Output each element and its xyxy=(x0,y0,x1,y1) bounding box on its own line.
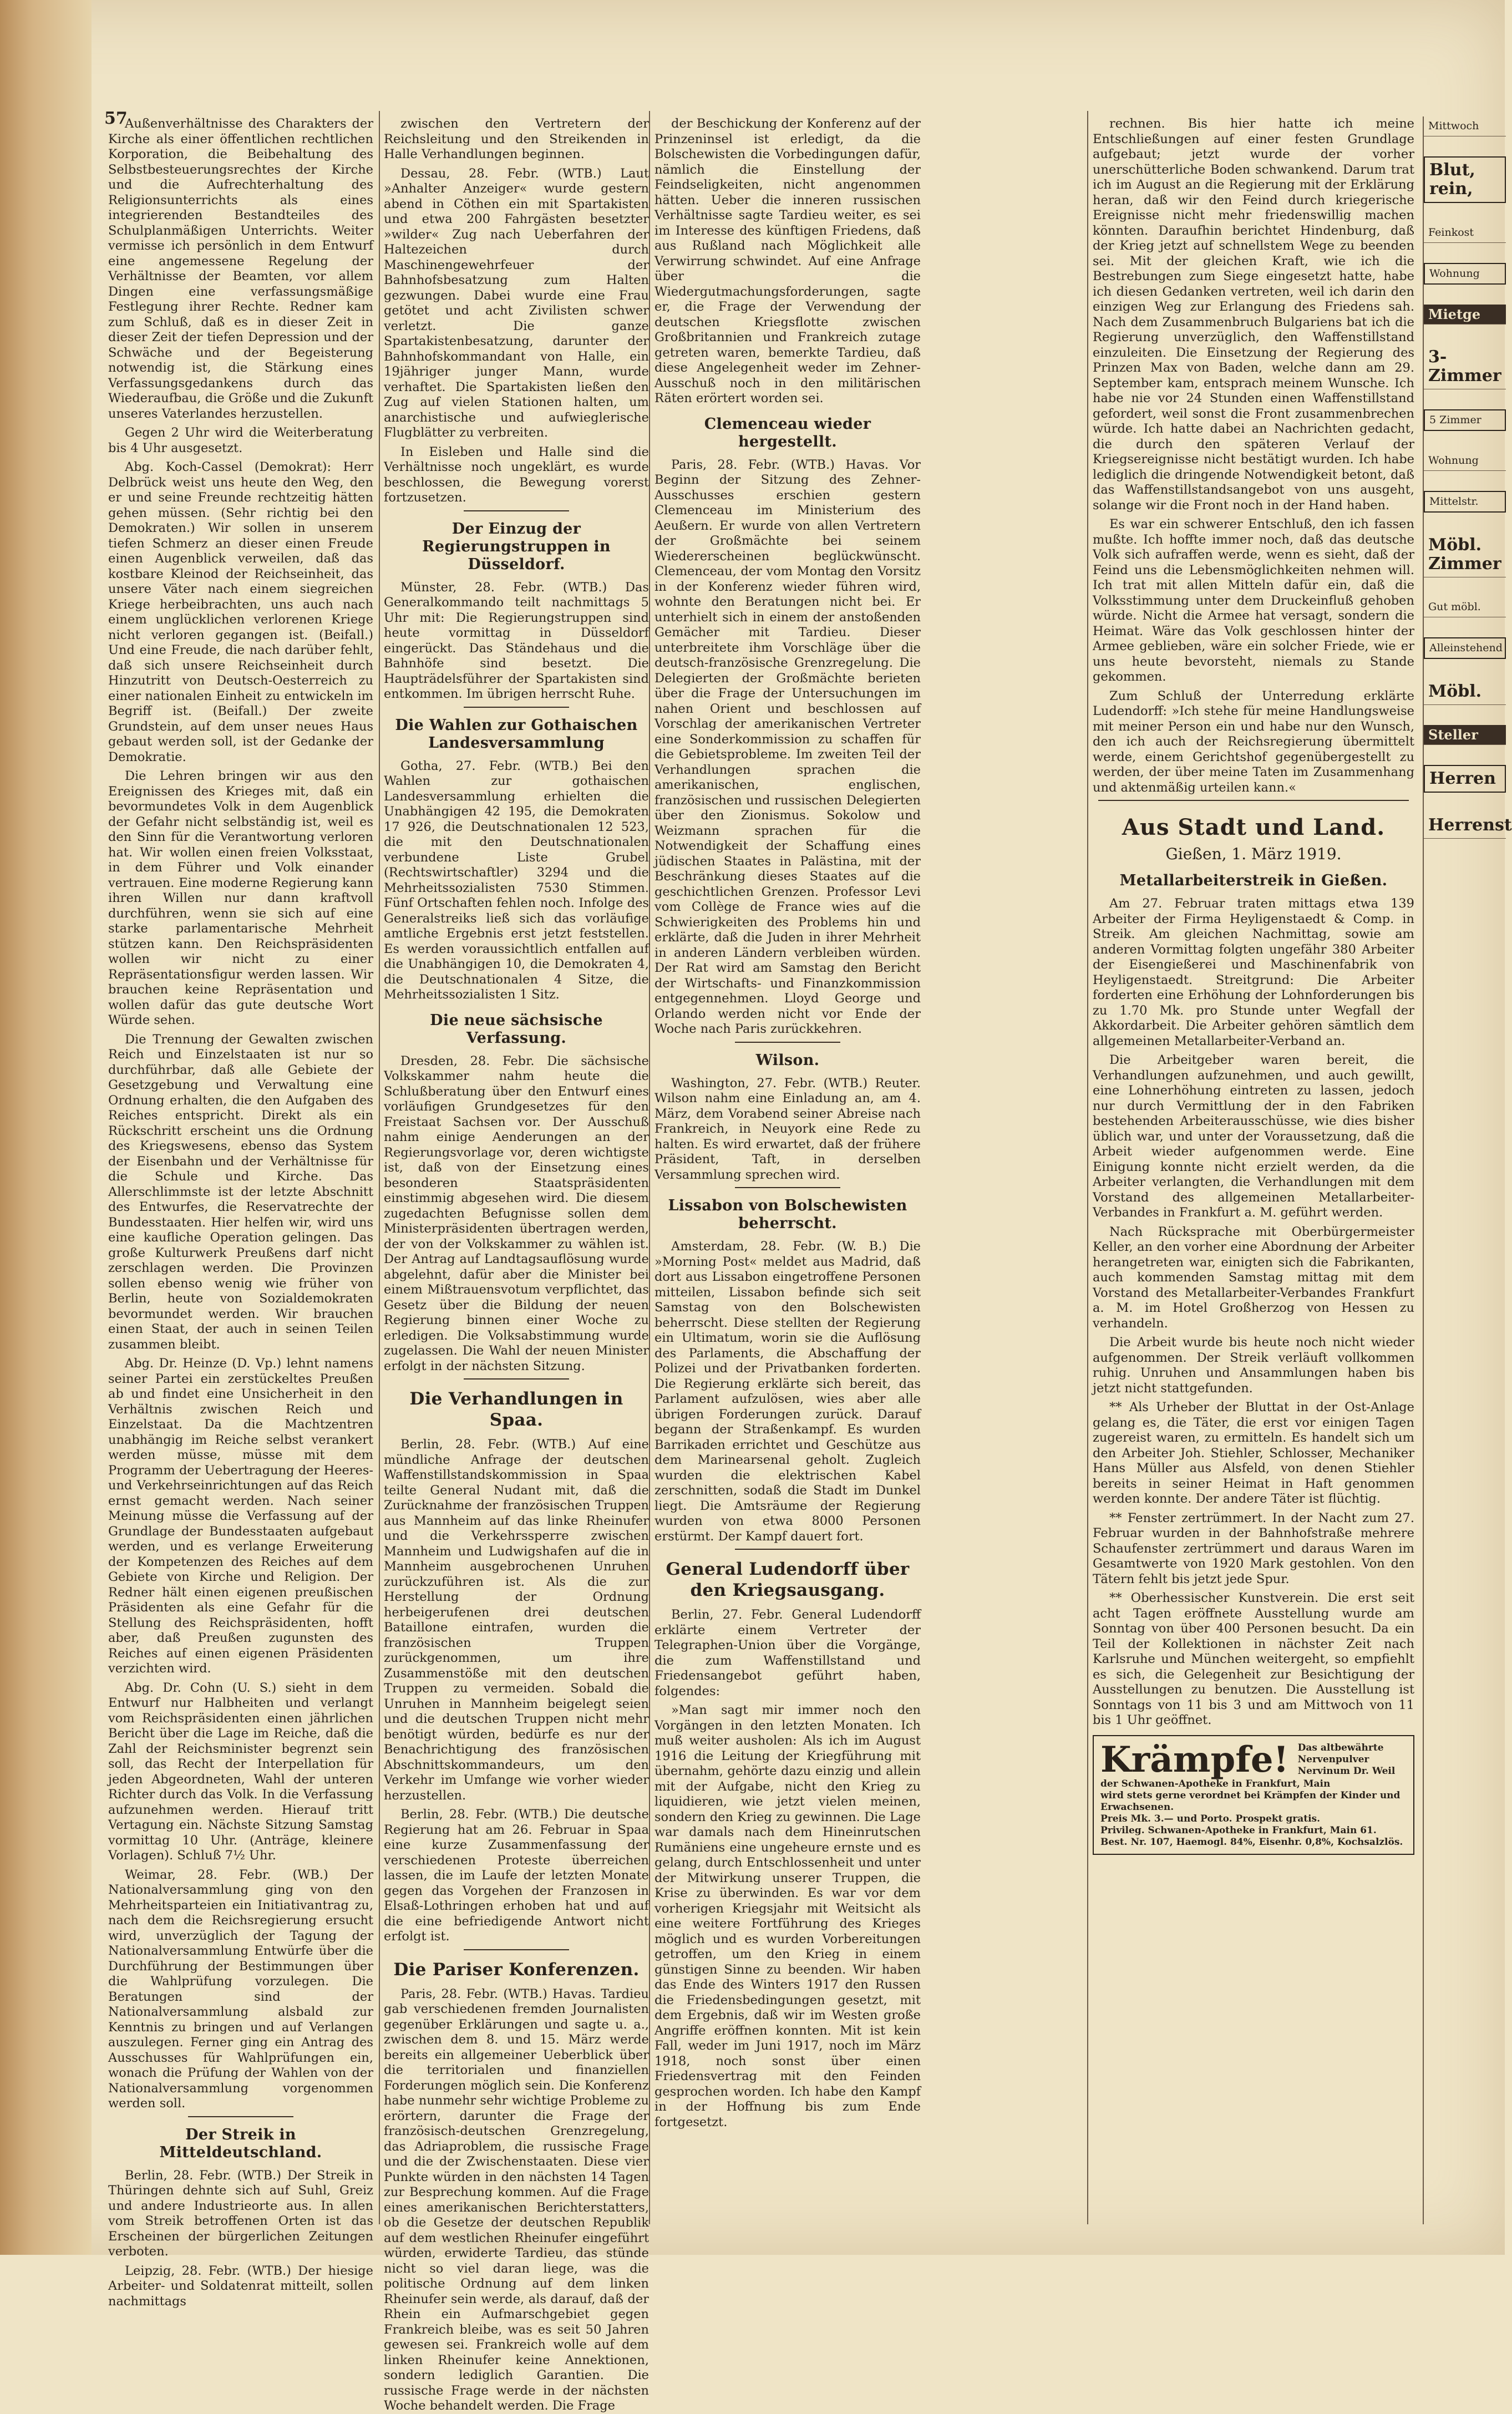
left-page-margin xyxy=(0,0,92,2255)
headline-saxony: Die neue sächsische Verfassung. xyxy=(430,1011,603,1047)
headline-lisbon: Lissabon von Bolschewisten beherrscht. xyxy=(668,1197,907,1232)
article-paragraph: Gegen 2 Uhr wird die Weiterberatung bis 4 Uhr ausgesetzt. xyxy=(108,425,373,455)
article-paragraph: Berlin, 28. Febr. (WTB.) Die deutsche Regierung hat am 26. Februar in Spaa eine kurze Zusammenfassung der verschiedenen Proteste überreichen lassen, die im Laufe der letzten Monate gegen das Vorgehen der Franzosen in Elsaß-Lothringen erhoben hat und auf die eine befriedigende Antwort nicht erfolgt ist. xyxy=(384,1807,649,1944)
column-3-wrapper xyxy=(654,116,1082,2224)
article-paragraph: Berlin, 28. Febr. (WTB.) Der Streik in Thüringen dehnte sich auf Suhl, Greiz und andere Industrieorte aus. In allen vom Streik betroffenen Orten ist das Erscheinen der bürgerlichen Zeitungen verboten. xyxy=(108,2168,373,2259)
classified-ad: 5 Zimmer xyxy=(1424,409,1506,431)
article-paragraph: Abg. Dr. Heinze (D. Vp.) lehnt namens seiner Partei ein zerstückeltes Preußen ab und findet eine Unsicherheit in den Verhältnis zwischen Reich und Einzelstaat. Da die Machtzentren unabhängig im Reiche selbst verankert werden müsse, müsse mit dem Programm der Uebertragung der Heeres- und Verkehrseinrichtungen auf das Reich ernst gemacht werden. Nach seiner Meinung müsse die Verfassung auf der Grundlage der Bundesstaaten aufgebaut werden, und es verlange Erweiterung der Kompetenzen des Reiches auf dem Gebiete von Kirche und Religion. Der Redner hält einen eigenen preußischen Präsidenten als eine Gefahr für die Stellung des Reichspräsidenten, hofft aber, daß Preußen zugunsten des Reiches auf einen eigenen Präsidenten verzichten wird. xyxy=(108,1356,373,1676)
column-rule xyxy=(379,111,380,2224)
article-paragraph: der Beschickung der Konferenz auf der Prinzeninsel ist erledigt, da die Bolschewisten die Vorbedingungen dafür, nämlich die Einstellung der Feindseligkeiten, nicht angenommen hätten. Ueber die inneren russischen Verhältnisse sagte Tardieu weiter, es sei im Interesse des künftigen Friedens, daß aus Rußland nach Möglichkeit alle Verwirrung schwindet. Auf eine Anfrage über die Wiedergutmachungsforderungen, sagte er, die Frage der Verwendung der deutschen Kriegsflotte zwischen Großbritannien und Frankreich zutage getreten waren, bemerkte Tardieu, daß diese Angelegenheit weder im Zehner-Ausschuß noch in den militärischen Räten erörtert worden sei. xyxy=(654,116,921,405)
article-paragraph: Dessau, 28. Febr. (WTB.) Laut »Anhalter Anzeiger« wurde gestern abend in Cöthen ein mit Spartakisten und etwa 200 Fahrgästen besetzter »wilder« Zug nach Ueberfahren der Haltezeichen durch Maschinengewehrfeuer der Bahnhofsbesatzung zum Halten gezwungen. Dabei wurde eine Frau getötet und acht Zivilisten schwer verletzt. Die ganze Spartakistenbesatzung, darunter der Bahnhofskommandant von Halle, ein 19jähriger junger Mann, wurde verhaftet. Die Spartakisten ließen den Zug auf vielen Stationen halten, um anarchistische und aufwieglerische Flugblätter zu verbreiten. xyxy=(384,166,649,440)
ad-line: Best. Nr. 107, Haemogl. 84%, Eisenhr. 0,8%, Kochsalzlös. xyxy=(1100,1836,1403,1848)
article-paragraph: »Man sagt mir immer noch den Vorgängen in den letzten Monaten. Ich muß weiter ausholen: Als ich im August 1916 die Leitung der Kriegführung mit übernahm, gehörte dazu einzig und allein mit der Aufgabe, nicht den Krieg zu liquidieren, wie jetzt vielen meinen, sondern den Krieg zu gewinnen. Die Lage war damals nach dem Hineinrutschen Rumäniens eine ungeheure ernste und es gelang, durch Entschlossenheit und unter der Mitwirkung unserer Truppen, die Krise zu überwinden. Es war vor dem vorherigen Kriegsjahr mit Weitsicht als eine weitere Fortführung des Krieges möglich und es wurden Vorbereitungen getroffen, um den Krieg in einem günstigen Sinne zu beenden. Wir haben das Ende des Winters 1917 den Russen die Friedensbedingungen gesetzt, mit dem Ergebnis, daß wir im Westen große Angriffe eröffnen konnten. Mit ist kein Fall, weder im Juni 1917, noch im März 1918, noch sonst über einen Friedensvertrag mit den Feinden gesprochen worden. Ich habe den Kampf in der Hoffnung bis zum Ende fortgesetzt. xyxy=(654,1703,921,2129)
headline-wilson: Wilson. xyxy=(755,1051,820,1069)
headline-metal-strike: Metallarbeiterstreik in Gießen. xyxy=(1119,872,1388,889)
article-paragraph: Gotha, 27. Febr. (WTB.) Bei den Wahlen zur gothaischen Landesversammlung erhielten die Unabhängigen 42 195, die Demokraten 17 926, die Deutschnationalen 12 523, die mit den Deutschnationalen verbundene Liste Grubel (Rechtswirtschaftler) 3294 und die Mehrheitssozialisten 7530 Stimmen. Fünf Ortschaften fehlen noch. Infolge des Generalstreiks ließ sich das vorläufige amtliche Ergebnis erst jetzt feststellen. Es werden voraussichtlich entfallen auf die Unabhängigen 10, die Demokraten 4, die Deutschnationalen 4 Sitze, die Mehrheitssozialisten 1 Sitz. xyxy=(384,758,649,1002)
article-paragraph: Paris, 28. Febr. (WTB.) Havas. Vor Beginn der Sitzung des Zehner-Ausschusses erschien gestern Clemenceau im Ministerium des Aeußern. Er wurde von allen Vertretern der Großmächte bei seinem Wiedererscheinen beglückwünscht. Clemenceau, der vom Montag den Vorsitz in der Konferenz wieder führen wird, wohnte den Beratungen nicht bei. Er unterhielt sich in einem der anstoßenden Gemächer mit Tardieu. Dieser unterbreitete ihm Vorschläge über die deutsch-französische Grenzregelung. Die Delegierten der Großmächte berieten über die Frage der Untersuchungen im nahen Orient und beschlossen auf Vorschlag der amerikanischen Vertreter eine Sonderkommission zu schaffen für die Gebietsprobleme. Im zweiten Teil der Verhandlungen sprachen die amerikanischen, englischen, französischen und russischen Delegierten über den Zionismus. Sokolow und Weizmann sprachen für die Notwendigkeit der Schaffung eines jüdischen Staates in Palästina, mit der Beschränkung dieses Staates auf die geschichtlichen Grenzen. Professor Levi vom Collège de France wies auf die Schwierigkeiten des Problems hin und erklärte, daß die Juden in ihrer Mehrheit in anderen Ländern verbleiben würden. Der Rat wird am Samstag den Bericht der Wirtschafts- und Finanzkommission entgegennehmen. Lloyd George und Orlando werden nicht vor Ende der Woche nach Paris zurückkehren. xyxy=(654,457,921,1036)
article-paragraph: Berlin, 27. Febr. General Ludendorff erklärte einem Vertreter der Telegraphen-Union über die Vorgänge, die zum Waffenstillstand und Friedensangebot geführt haben, folgendes: xyxy=(654,1607,921,1698)
column-rule xyxy=(1087,111,1088,2224)
column-1 xyxy=(108,116,373,2309)
section-divider xyxy=(464,510,569,511)
article-paragraph: zwischen den Vertretern der Reichsleitung und den Streikenden in Halle Verhandlungen beginnen. xyxy=(384,116,649,161)
article-paragraph: Paris, 28. Febr. (WTB.) Havas. Tardieu gab verschiedenen fremden Journalisten gegenüber Erklärungen und sagte u. a., zwischen dem 8. und 15. März werde bereits ein allgemeiner Ueberblick über die territorialen und finanziellen Forderungen möglich sein. Die Konferenz habe nunmehr sehr wichtige Probleme zu erörtern, darunter die Frage der französisch-deutschen Grenzregelung, das Adriaproblem, die russische Frage und die der Zwischenstaaten. Diese vier Punkte würden in den nächsten 14 Tagen zur Besprechung kommen. Auf die Frage eines amerikanischen Berichterstatters, ob die Gesetze der deutschen Republik auf dem westlichen Rheinufer eingeführt würden, erwiderte Tardieu, das stünde nicht so viel daran liege, was die politische Ordnung auf dem linken Rheinufer sein werde, als darauf, daß der Rhein ein Aufmarschgebiet gegen Frankreich bleibe, was es seit 50 Jahren gewesen sei. Frankreich wolle auf dem linken Rheinufer keine Annektionen, sondern lediglich Garantien. Die russische Frage werde in der nächsten Woche behandelt werden. Die Frage xyxy=(384,1986,649,2413)
article-paragraph: Die Lehren bringen wir aus den Ereignissen des Krieges mit, daß ein bevormundetes Volk in dem Augenblick der Gefahr nicht selbständig ist, weil es den Sinn für die Verantwortung verloren hat. Wir wollen einen freien Volksstaat, in dem Führer und Volk einander vertrauen. Eine moderne Regierung kann ihren Willen nur dann kraftvoll durchführen, wenn sie sich auf eine starke parlamentarische Mehrheit stützen kann. Den Reichspräsidenten wollen wir nicht zu einer Repräsentationsfigur werden lassen. Wir brauchen keine Repräsentation und wollen dafür das gute deutsche Wort Würde sehen. xyxy=(108,769,373,1027)
article-paragraph: In Eisleben und Halle sind die Verhältnisse noch ungeklärt, es wurde beschlossen, die Bewegung vorerst fortzusetzen. xyxy=(384,444,649,505)
section-divider xyxy=(464,1949,569,1950)
article-paragraph: Dresden, 28. Febr. Die sächsische Volkskammer nahm heute die Schlußberatung über den Entwurf eines vorläufigen Grundgesetzes für den Freistaat Sachsen vor. Der Ausschuß nahm einige Aenderungen an der Regierungsvorlage vor, deren wichtigste ist, daß von der Einsetzung eines besonderen Staatspräsidenten einstimmig abgesehen wird. Die diesem zugedachten Befugnisse sollen dem Ministerpräsidenten übertragen werden, der von der Volkskammer zu wählen ist. Der Antrag auf Landtagsauflösung wurde abgelehnt, dafür aber die Minister bei einem Mißtrauensvotum verpflichtet, das Gesetz über die Bildung der neuen Regierung binnen einer Woche zu erledigen. Die Volksabstimmung wurde zugelassen. Die Wahl der neuen Minister erfolgt in der nächsten Sitzung. xyxy=(384,1053,649,1373)
column-rule xyxy=(649,111,650,2224)
column-3 xyxy=(654,116,921,2224)
advertisement-kraempfe xyxy=(1093,1735,1414,1855)
news-item: ** Oberhessischer Kunstverein. Die erst seit acht Tagen eröffnete Ausstellung wurde am Sonntag von über 400 Personen besucht. Da ein Teil der Kollektionen in nächster Zeit nach Karlsruhe und München weitergeht, so empfiehlt es sich, die Gelegenheit zur Besichtigung der Ausstellungen zu benutzen. Die Ausstellung ist Sonntags von 11 bis 3 und am Mittwoch von 11 bis 1 Uhr geöffnet. xyxy=(1093,1591,1414,1727)
section-divider xyxy=(735,1042,840,1043)
classified-ad: Herrenst xyxy=(1424,813,1506,839)
ad-line: Privileg. Schwanen-Apotheke in Frankfurt, Main 61. xyxy=(1100,1824,1377,1836)
ad-line: der Schwanen-Apotheke in Frankfurt, Main xyxy=(1100,1778,1331,1789)
article-paragraph: Außenverhältnisse des Charakters der Kirche als einer öffentlichen rechtlichen Korporation, die Beibehaltung des Selbstbesteuerungsrechtes der Kirche und die Aufrechterhaltung des Religionsunterrichts als eines integrierenden Bestandteiles des Schulplanmäßigen Unterrichts. Weiter vermisse ich persönlich in dem Entwurf eine angemessene Regelung der Verhältnisse der Beamten, vor allem Dingen eine verfassungsmäßige Festlegung ihrer Rechte. Redner kam zum Schluß, daß es in dieser Zeit in dieser Zeit der tiefen Depression und der Schwäche und der Begeisterung notwendig ist, die Stärkung eines Verfassungsgedankens durch das Wiederaufbau, die Größe und die Zukunft unseres Vaterlandes herzustellen. xyxy=(108,116,373,421)
ad-line: Das altbewährte Nervenpulver Nervinum Dr. Weil xyxy=(1297,1742,1396,1777)
headline-gotha: Die Wahlen zur Gothaischen Landesversammlung xyxy=(395,716,638,752)
article-paragraph: Abg. Koch-Cassel (Demokrat): Herr Delbrück weist uns heute den Weg, den er und seine Freunde rechtzeitig hätten gehen müssen. (Sehr richtig bei den Demokraten.) Wir sollen in unserem tiefen Schmerz an dieser einen Freude einen Augenblick verweilen, daß das kostbare Kleinod der Reichseinheit, das unsere Väter nach einem siegreichen Kriege herbeibrachten, uns auch nach einem unglücklichen verlorenen Kriege nicht verloren gegangen ist. (Beifall.) Und eine Freude, die nach darüber fehlt, daß sich unsere Reichseinheit durch Hinzutritt von Deutsch-Oesterreich zu einer nationalen Einheit zu entwickeln im Begriff ist. (Beifall.) Der zweite Grundstein, auf dem unser neues Haus gebaut werden soll, ist der Gedanke der Demokratie. xyxy=(108,460,373,764)
section-divider xyxy=(735,1549,840,1550)
column-4 xyxy=(1093,116,1414,2224)
classified-ad: Wohnung xyxy=(1424,263,1506,285)
article-paragraph: Die Trennung der Gewalten zwischen Reich und Einzelstaaten ist nur so durchführbar, daß alle Gebiete der Gesetzgebung und Verwaltung eine Ordnung erhalten, die den Aufgaben des Reiches entspricht. Direkt als ein Rückschritt erscheint uns die Ordnung des Kriegswesens, ebenso das System der Eisenbahn und der Verhältnisse für die Schule und Kirche. Das Allerschlimmste ist der letzte Abschnitt des Entwurfes, die Reservatrechte der Bundesstaaten. Hier helfen wir, wird uns eine kaufliche Operation gelingen. Das große Kulturwerk Preußens darf nicht zerschlagen werden. Die Provinzen sollen ebenso wenig wie früher von Berlin, heute von Sozialdemokraten bevormundet werden. Wir brauchen einen Staat, der auch in seinen Teilen zusammen bleibt. xyxy=(108,1032,373,1352)
section-title-local-news: Aus Stadt und Land. xyxy=(1122,814,1386,840)
headline-clemenceau: Clemenceau wieder hergestellt. xyxy=(704,415,871,450)
page-number: 57 xyxy=(104,109,128,128)
article-paragraph: Leipzig, 28. Febr. (WTB.) Der hiesige Arbeiter- und Soldatenrat mitteilt, sollen nachmittags xyxy=(108,2263,373,2309)
headline-paris: Die Pariser Konferenzen. xyxy=(393,1959,640,1980)
section-divider xyxy=(1098,800,1409,801)
dateline: Gießen, 1. März 1919. xyxy=(1165,845,1342,863)
column-2 xyxy=(384,116,649,2413)
classified-ad: Feinkost xyxy=(1424,223,1506,243)
headline-strike: Der Streik in Mitteldeutschland. xyxy=(159,2126,322,2161)
classified-ad: Mittwoch xyxy=(1424,116,1506,136)
classified-ad: 3-Zimmer xyxy=(1424,344,1506,389)
classified-ad: Gut möbl. xyxy=(1424,597,1506,617)
article-paragraph: Berlin, 28. Febr. (WTB.) Auf eine mündliche Anfrage der deutschen Waffenstillstandskommission in Spaa teilte General Nudant mit, daß die Zurücknahme der französischen Truppen aus Mannheim auf das linke Rheinufer und die Verkehrssperre zwischen Mannheim und Ludwigshafen auf die in Mannheim ausgebrochenen Unruhen zurückzuführen ist. Als die zur Herstellung der Ordnung herbeigerufenen drei deutschen Bataillone eintrafen, wurden die französischen Truppen zurückgenommen, um ihre Zusammenstöße mit den deutschen Truppen zu vermeiden. Sobald die Unruhen in Mannheim beigelegt seien und die deutschen Truppen nicht mehr benötigt würden, bedürfe es nur der Benachrichtigung des französischen Abschnittskommandeurs, um den Verkehr im Umfange wie vorher wieder herzustellen. xyxy=(384,1437,649,1803)
classified-ad: Blut, rein, xyxy=(1424,156,1506,203)
classified-ad: Möbl. Zimmer xyxy=(1424,532,1506,577)
classified-ad: Alleinstehend xyxy=(1424,637,1506,659)
article-paragraph: Die Arbeitgeber waren bereit, die Verhandlungen aufzunehmen, und auch gewillt, eine Lohnerhöhung eintreten zu lassen, jedoch nur durch Vermittlung der in den Fabriken bestehenden Arbeiterausschüsse, wie dies bisher üblich war, und unter der Voraussetzung, daß die Arbeit wieder aufgenommen werde. Eine Einigung konnte nicht erzielt werden, da die Arbeiter verlangten, die Verhandlungen mit dem Vorstand des allgemeinen Metallarbeiter-Verbandes in Frankfurt a. M. geführt werden. xyxy=(1093,1053,1414,1220)
article-paragraph: Abg. Dr. Cohn (U. S.) sieht in dem Entwurf nur Halbheiten und verlangt vom Reichspräsidenten einen jährlichen Bericht über die Lage im Reiche, daß die Zahl der Reichsminister begrenzt sein soll, das Recht der Interpellation für jeden Abgeordneten, Wahl der unteren Richter durch das Volk. In die Verfassung aufzunehmen werden. Hierauf tritt Vertagung ein. Nächste Sitzung Samstag vormittag 10 Uhr. (Anträge, kleinere Vorlagen). Schluß 7½ Uhr. xyxy=(108,1680,373,1863)
article-paragraph: rechnen. Bis hier hatte ich meine Entschließungen auf einer festen Grundlage aufgebaut; jetzt wurde der vorher unerschütterliche Boden schwankend. Darum trat ich im August an die Regierung mit der Erklärung heran, daß wir den Feind durch kriegerische Ereignisse nicht mehr friedenswillig machen könnten. Daraufhin berichtet Hindenburg, daß der Krieg jetzt auf schnellstem Wege zu beenden sei. Mit der gleichen Kraft, wie ich die Bestrebungen zum Siege eingesetzt hatte, habe ich diesen Gedanken vertreten, weil ich darin den einzigen Weg zur Erlangung des Friedens sah. Nach dem Zusammenbruch Bulgariens bat ich die Regierung unverzüglich, den Waffenstillstand einzuleiten. Die Einsetzung der Regierung des Prinzen Max von Baden, welche dann am 29. September kam, entsprach meinem Wunsche. Ich habe nie vor 24 Stunden einen Waffenstillstand gefordert, weil sonst die Front zusammenbrechen würde. Ich hatte dabei an Nachrichten gedacht, die durch den späteren Verlauf der Kriegsereignisse nicht bestätigt wurden. Ich habe lediglich die dringende Notwendigkeit betont, daß das Waffenstillstandsangebot von uns ausgeht, solange wir die Front noch in der Hand haben. xyxy=(1093,116,1414,513)
section-divider xyxy=(735,1187,840,1188)
section-divider xyxy=(188,2116,293,2117)
article-paragraph: Zum Schluß der Unterredung erklärte Ludendorff: »Ich stehe für meine Handlungsweise mit meiner Person ein und habe nur den Wunsch, den ich auch der Reichsregierung übermittelt werde, einem Gerichtshof gegenübergestellt zu werden, der über meine Taten im Zusammenhang und aktenmäßig urteilen kann.« xyxy=(1093,688,1414,795)
classified-ad: Möbl. xyxy=(1424,679,1506,705)
article-paragraph: Die Arbeit wurde bis heute noch nicht wieder aufgenommen. Der Streik verläuft vollkommen ruhig. Unruhen und Ansammlungen haben bis jetzt nicht stattgefunden. xyxy=(1093,1335,1414,1396)
news-item: ** Fenster zertrümmert. In der Nacht zum 27. Februar wurden in der Bahnhofstraße mehrere Schaufenster zertrümmert und daraus Waren im Gesamtwerte von 1920 Mark gestohlen. Von den Tätern fehlt bis jetzt jede Spur. xyxy=(1093,1510,1414,1586)
article-paragraph: Am 27. Februar traten mittags etwa 139 Arbeiter der Firma Heyligenstaedt & Comp. in Streik. Am gleichen Nachmittag, sowie am anderen Vormittag folgten ungefähr 380 Arbeiter der Eisengießerei und Maschinenfabrik von Heyligenstaedt. Streitgrund: Die Arbeiter forderten eine Erhöhung der Lohnforderungen bis zu 1.70 Mk. pro Stunde unter Wegfall der Akkordarbeit. Die Arbeiter gehören sämtlich dem allgemeinen Metallarbeiter-Verband an. xyxy=(1093,896,1414,1048)
ad-line: Preis Mk. 3.— und Porto. Prospekt gratis. xyxy=(1100,1813,1321,1824)
section-divider xyxy=(464,707,569,708)
article-paragraph: Nach Rücksprache mit Oberbürgermeister Keller, an den vorher eine Abordnung der Arbeiter herangetreten war, einigten sich die Fabrikanten, auch kommenden Samstag mittag mit dem Vorstand des Metallarbeiter-Verbandes Frankfurt a. M. im Hotel Großherzog von Hessen zu verhandeln. xyxy=(1093,1224,1414,1331)
classifieds-strip xyxy=(1423,116,1512,2224)
article-paragraph: Weimar, 28. Febr. (WB.) Der Nationalversammlung ging von den Mehrheitsparteien ein Initiativantrag zu, nach dem die Reichsregierung ersucht wird, unverzüglich der Tagung der Nationalversammlung Entwürfe über die Durchführung der Bestimmungen über die Wahlprüfung vorzulegen. Die Beratungen sind der Nationalversammlung alsbald zur Kenntnis zu bringen und auf Verlangen auszulegen. Ferner ging ein Antrag des Ausschusses für Wahlprüfungen ein, wonach die Prüfung der Wahlen von der Nationalversammlung vorgenommen werden soll. xyxy=(108,1867,373,2111)
classified-ad: Wohnung xyxy=(1424,451,1506,471)
classified-ad: Steller xyxy=(1424,725,1506,745)
article-paragraph: Es war ein schwerer Entschluß, den ich fassen mußte. Ich hoffte immer noch, daß das deutsche Volk sich aufraffen werde, wenn es sieht, daß der Feind uns die Lebensmöglichkeiten nehmen will. Ich trat mit allen Mitteln dafür ein, daß die Volksstimmung unter dem Druckeinfluß gehoben würde. Nicht die Armee hat versagt, sondern die Heimat. Wäre das Volk geschlossen hinter der Armee geblieben, wäre ein solcher Friede, wie er uns heute bevorsteht, niemals zu Stande gekommen. xyxy=(1093,517,1414,684)
section-divider xyxy=(464,1378,569,1380)
article-paragraph: Münster, 28. Febr. (WTB.) Das Generalkommando teilt nachmittags 5 Uhr mit: Die Regierungstruppen sind heute vormittag in Düsseldorf eingerückt. Das Ständehaus und die Bahnhöfe sind besetzt. Die Haupträdelsführer der Spartakisten sind entkommen. Im übrigen herrscht Ruhe. xyxy=(384,580,649,701)
classified-ad: Mittelstr. xyxy=(1424,491,1506,513)
ad-title: Krämpfe! xyxy=(1100,1738,1289,1781)
headline-spa: Die Verhandlungen in Spaa. xyxy=(409,1389,623,1430)
classified-ad: Mietge xyxy=(1424,305,1506,324)
classified-ad: Herren xyxy=(1424,765,1506,793)
headline-duesseldorf: Der Einzug der Regierungstruppen in Düsseldorf. xyxy=(422,520,611,573)
article-paragraph: Washington, 27. Febr. (WTB.) Reuter. Wilson nahm eine Einladung an, am 4. März, dem Vorabend seiner Abreise nach Frankreich, in Neuyork eine Rede zu halten. Es wird erwartet, daß der frühere Präsident, Taft, in derselben Versammlung sprechen wird. xyxy=(654,1076,921,1182)
article-paragraph: Amsterdam, 28. Febr. (W. B.) Die »Morning Post« meldet aus Madrid, daß dort aus Lissabon eingetroffene Personen mitteilen, Lissabon befinde sich seit Samstag von den Bolschewisten beherrscht. Diese stellten der Regierung ein Ultimatum, worin sie die Auflösung des Parlaments, die Abschaffung der Polizei und der Privatbanken forderten. Die Regierung erklärte sich bereit, das Parlament aufzulösen, wies aber alle übrigen Forderungen zurück. Darauf begann der Straßenkampf. Es wurden Barrikaden errichtet und Geschütze aus dem Marinearsenal geholt. Zugleich wurden die elektrischen Kabel zerschnitten, sodaß die Stadt im Dunkel liegt. Die Amtsräume der Regierung wurden von etwa 8000 Personen erstürmt. Der Kampf dauert fort. xyxy=(654,1239,921,1544)
ad-line: wird stets gerne verordnet bei Krämpfen der Kinder und Erwachsenen. xyxy=(1100,1789,1401,1813)
headline-ludendorff: General Ludendorff über den Kriegsausgang. xyxy=(666,1559,910,1600)
news-item: ** Als Urheber der Bluttat in der Ost-Anlage gelang es, die Täter, die erst vor einigen Tagen zugereist waren, zu ermitteln. Es handelt sich um den Arbeiter Joh. Stiehler, Schlosser, Mechaniker Hans Müller aus Alsfeld, von denen Stiehler bereits in seiner Heimat in Haft genommen werden konnte. Der andere Täter ist flüchtig. xyxy=(1093,1400,1414,1506)
